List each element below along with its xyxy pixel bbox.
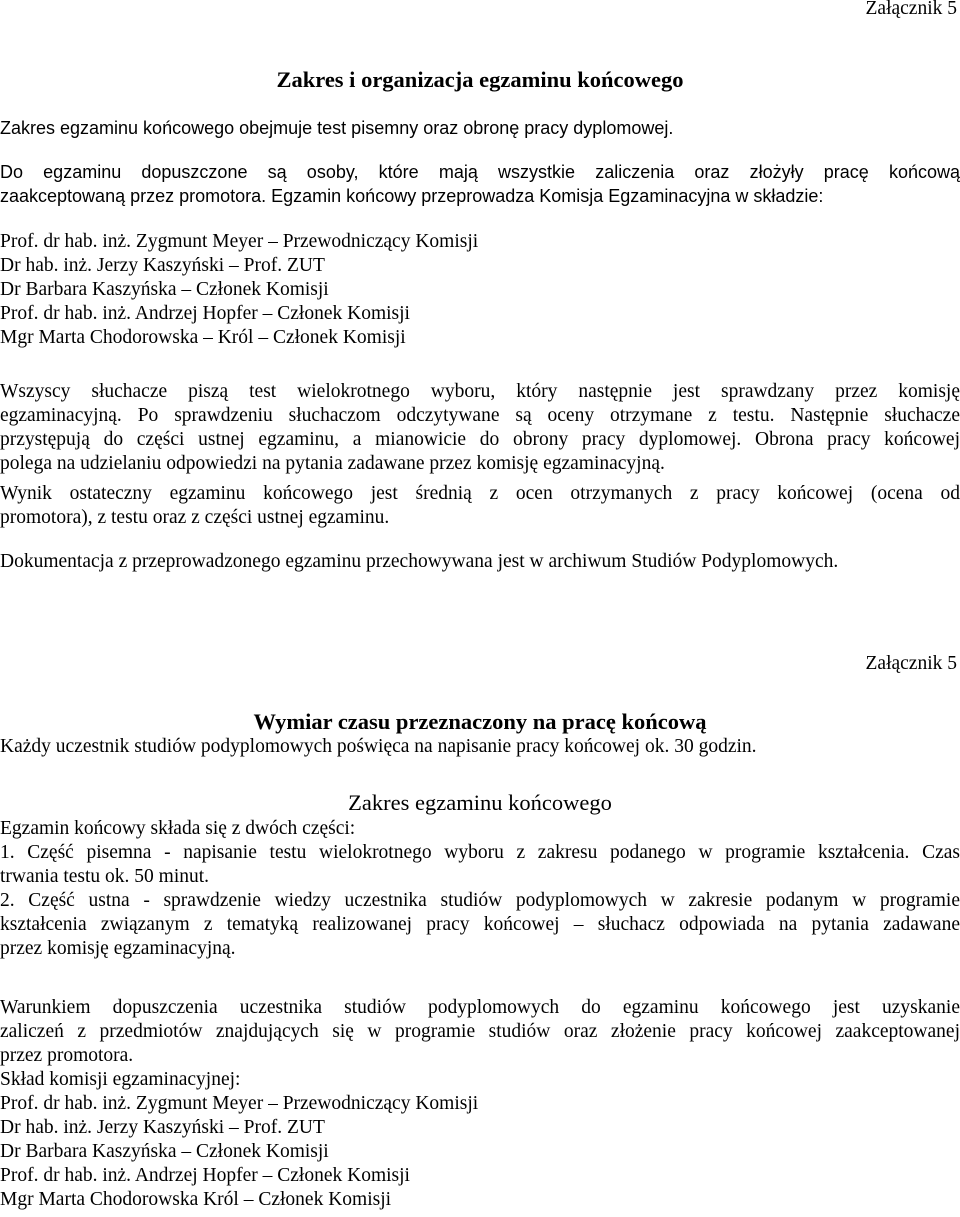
- paragraph-line: kształcenia związanym z tematyką realizowanej pracy końcowej – słuchacz odpowiada na pytania zadawane: [0, 914, 960, 935]
- paragraph-line: zaliczeń z przedmiotów znajdujących się w programie studiów oraz złożenie pracy końcowej zaakceptowanej: [0, 1021, 960, 1042]
- annex-label: Załącznik 5: [865, 653, 957, 674]
- committee-member: Prof. dr hab. inż. Zygmunt Meyer – Przewodniczący Komisji: [0, 231, 479, 252]
- paragraph-line: 2. Część ustna - sprawdzenie wiedzy uczestnika studiów podyplomowych w zakresie podanym w programie: [0, 890, 960, 911]
- intro-paragraph: Zakres egzaminu końcowego obejmuje test pisemny oraz obronę pracy dyplomowej.: [0, 118, 674, 138]
- annex-label: Załącznik 5: [865, 0, 957, 19]
- section-title: Wymiar czasu przeznaczony na pracę końcową: [253, 709, 707, 734]
- committee-member: Dr Barbara Kaszyńska – Członek Komisji: [0, 1141, 329, 1162]
- time-paragraph: Każdy uczestnik studiów podyplomowych poświęca na napisanie pracy końcowej ok. 30 godzin.: [0, 736, 757, 757]
- paragraph-line: zaakceptowaną przez promotora. Egzamin końcowy przeprowadza Komisja Egzaminacyjna w składzie:: [0, 186, 824, 206]
- committee-member: Prof. dr hab. inż. Andrzej Hopfer – Członek Komisji: [0, 1165, 410, 1186]
- paragraph-line: Warunkiem dopuszczenia uczestnika studiów podyplomowych do egzaminu końcowego jest uzyskanie: [0, 997, 960, 1018]
- exam-parts-intro: Egzamin końcowy składa się z dwóch części:: [0, 818, 356, 839]
- committee-label: Skład komisji egzaminacyjnej:: [0, 1069, 241, 1090]
- committee-member: Mgr Marta Chodorowska – Król – Członek Komisji: [0, 327, 406, 348]
- paragraph-line: przystępują do części ustnej egzaminu, a mianowicie do obrony pracy dyplomowej. Obrona pracy końcowej: [0, 429, 960, 450]
- committee-member: Dr hab. inż. Jerzy Kaszyński – Prof. ZUT: [0, 1117, 325, 1138]
- section-title: Zakres i organizacja egzaminu końcowego: [276, 67, 684, 92]
- paragraph-line: Do egzaminu dopuszczone są osoby, które mają wszystkie zaliczenia oraz złożyły pracę końcową: [0, 162, 960, 182]
- paragraph-line: Wszyscy słuchacze piszą test wielokrotnego wyboru, który następnie jest sprawdzany przez komisję: [0, 381, 960, 402]
- paragraph-line: egzaminacyjną. Po sprawdzeniu słuchaczom odczytywane są oceny otrzymane z testu. Następnie słuchacze: [0, 405, 960, 426]
- paragraph-line: Wynik ostateczny egzaminu końcowego jest średnią z ocen otrzymanych z pracy końcowej (ocena od: [0, 483, 960, 504]
- paragraph-line: przez komisję egzaminacyjną.: [0, 938, 236, 959]
- section-subtitle: Zakres egzaminu końcowego: [348, 790, 612, 815]
- committee-member: Dr Barbara Kaszyńska – Członek Komisji: [0, 279, 329, 300]
- committee-member: Mgr Marta Chodorowska Król – Członek Komisji: [0, 1189, 392, 1210]
- paragraph-line: 1. Część pisemna - napisanie testu wielokrotnego wyboru z zakresu podanego w programie kształcenia. Czas: [0, 842, 960, 863]
- paragraph-line: trwania testu ok. 50 minut.: [0, 866, 210, 887]
- paragraph-line: promotora), z testu oraz z części ustnej egzaminu.: [0, 507, 390, 528]
- paragraph-line: przez promotora.: [0, 1045, 134, 1066]
- committee-member: Prof. dr hab. inż. Zygmunt Meyer – Przewodniczący Komisji: [0, 1093, 479, 1114]
- paragraph-line: polega na udzielaniu odpowiedzi na pytania zadawane przez komisję egzaminacyjną.: [0, 453, 665, 474]
- documentation-paragraph: Dokumentacja z przeprowadzonego egzaminu przechowywana jest w archiwum Studiów Podyplomowych.: [0, 551, 839, 572]
- committee-member: Prof. dr hab. inż. Andrzej Hopfer – Członek Komisji: [0, 303, 410, 324]
- committee-member: Dr hab. inż. Jerzy Kaszyński – Prof. ZUT: [0, 255, 325, 276]
